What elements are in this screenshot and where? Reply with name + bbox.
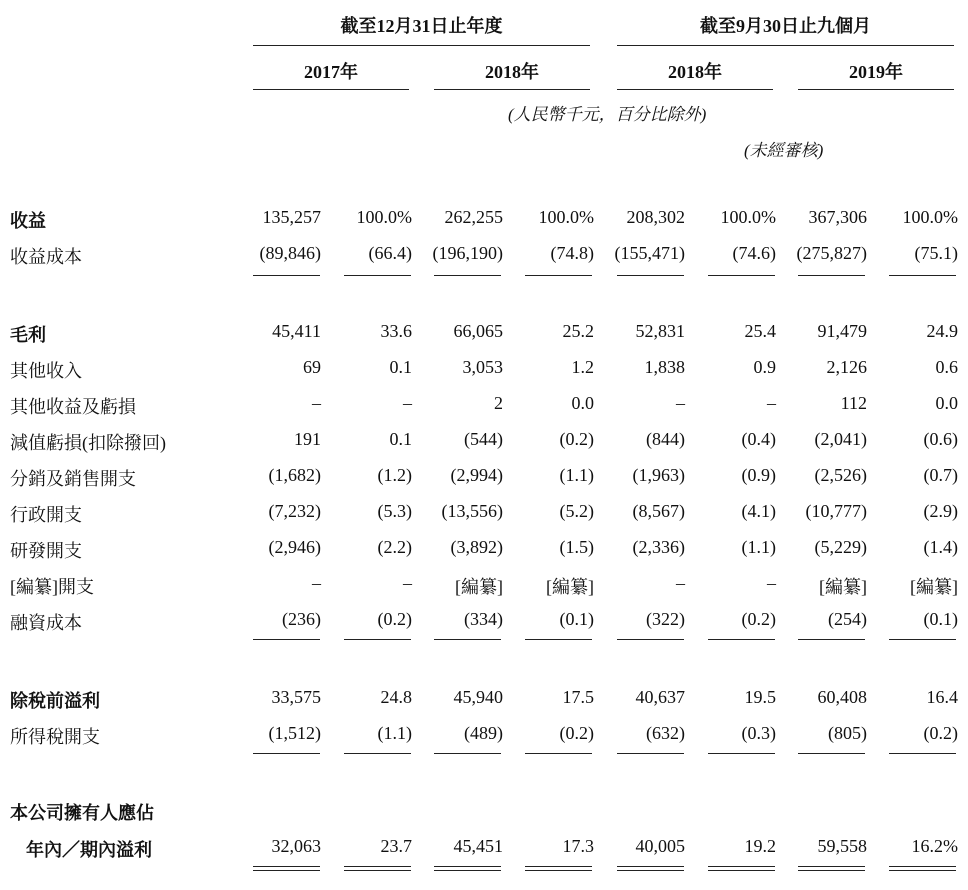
table-cell: 0.6 <box>935 357 958 377</box>
table-cell: (2,994) <box>450 465 503 485</box>
table-cell: – <box>676 573 685 593</box>
subtotal-rule <box>434 639 501 640</box>
subtotal-rule <box>344 753 411 754</box>
total-double-rule <box>253 866 320 871</box>
subtotal-rule <box>434 275 501 276</box>
subtotal-rule <box>798 753 865 754</box>
table-cell: (0.1) <box>559 609 594 629</box>
table-cell: [編纂] <box>910 577 958 597</box>
table-cell: – <box>403 393 412 413</box>
subtotal-rule <box>617 639 684 640</box>
table-cell: (3,892) <box>450 537 503 557</box>
header-nine-months: 截至9月30日止九個月 <box>700 16 871 36</box>
table-cell: (0.2) <box>741 609 776 629</box>
subtotal-rule <box>344 639 411 640</box>
table-cell: 2,126 <box>826 357 867 377</box>
subtotal-rule <box>708 639 775 640</box>
table-cell: 0.0 <box>935 393 958 413</box>
table-cell: 16.2% <box>911 836 958 856</box>
table-cell: 45,940 <box>453 687 503 707</box>
table-cell: (1.2) <box>377 465 412 485</box>
table-cell: (4.1) <box>741 501 776 521</box>
table-cell: 19.5 <box>744 687 776 707</box>
table-cell: (1.1) <box>741 537 776 557</box>
table-cell: 66,065 <box>453 321 503 341</box>
subtotal-rule <box>798 639 865 640</box>
table-cell: (1.4) <box>923 537 958 557</box>
table-cell: (1.1) <box>377 723 412 743</box>
subtotal-rule <box>434 753 501 754</box>
table-cell: 17.5 <box>562 687 594 707</box>
table-cell: 59,558 <box>817 836 867 856</box>
row-label: 其他收益及虧損 <box>10 397 136 417</box>
table-cell: (2.2) <box>377 537 412 557</box>
table-cell: (2,336) <box>632 537 685 557</box>
table-cell: 191 <box>294 429 321 449</box>
table-cell: (236) <box>282 609 321 629</box>
table-cell: (0.3) <box>741 723 776 743</box>
table-cell: – <box>767 393 776 413</box>
row-label: 其他收入 <box>10 361 82 381</box>
table-cell: (1,512) <box>268 723 321 743</box>
row-label: 分銷及銷售開支 <box>10 469 136 489</box>
table-cell: (89,846) <box>259 243 321 263</box>
table-cell: (2,526) <box>814 465 867 485</box>
table-cell: – <box>312 393 321 413</box>
row-label: [編纂]開支 <box>10 577 94 597</box>
table-cell: 40,637 <box>635 687 685 707</box>
subtotal-rule <box>617 753 684 754</box>
table-cell: (155,471) <box>614 243 685 263</box>
row-label: 除稅前溢利 <box>10 691 100 711</box>
table-cell: 23.7 <box>380 836 412 856</box>
table-cell: 262,255 <box>444 207 503 227</box>
unaudited-note: (未經審核) <box>744 141 824 160</box>
table-cell: 52,831 <box>635 321 685 341</box>
table-cell: (2,946) <box>268 537 321 557</box>
table-cell: 19.2 <box>744 836 776 856</box>
row-label: 毛利 <box>10 325 46 345</box>
table-cell: (0.2) <box>559 723 594 743</box>
table-cell: 208,302 <box>626 207 685 227</box>
table-cell: [編纂] <box>819 577 867 597</box>
table-cell: 33,575 <box>271 687 321 707</box>
row-label: 行政開支 <box>10 505 82 525</box>
table-cell: 45,411 <box>272 321 321 341</box>
table-cell: (0.9) <box>741 465 776 485</box>
table-cell: 91,479 <box>817 321 867 341</box>
table-cell: 60,408 <box>817 687 867 707</box>
table-cell: (0.4) <box>741 429 776 449</box>
table-cell: 33.6 <box>380 321 412 341</box>
table-cell: (1,963) <box>632 465 685 485</box>
year-header: 2018年 <box>668 62 722 82</box>
year-rule <box>434 89 590 90</box>
total-double-rule <box>889 866 956 871</box>
year-rule <box>798 89 954 90</box>
table-cell: 0.1 <box>389 357 412 377</box>
table-cell: 32,063 <box>271 836 321 856</box>
table-cell: 25.2 <box>562 321 594 341</box>
subtotal-rule <box>253 639 320 640</box>
table-cell: (5.2) <box>559 501 594 521</box>
table-cell: 2 <box>494 393 503 413</box>
row-label: 研發開支 <box>10 541 82 561</box>
table-cell: – <box>403 573 412 593</box>
total-double-rule <box>617 866 684 871</box>
total-double-rule <box>344 866 411 871</box>
table-cell: (254) <box>828 609 867 629</box>
table-cell: 69 <box>303 357 321 377</box>
table-cell: 45,451 <box>453 836 503 856</box>
table-cell: – <box>676 393 685 413</box>
table-cell: (75.1) <box>914 243 958 263</box>
subtotal-rule <box>798 275 865 276</box>
subtotal-rule <box>253 753 320 754</box>
currency-note: (人民幣千元，百分比除外) <box>508 105 707 124</box>
row-label: 所得稅開支 <box>10 727 100 747</box>
table-cell: (1,682) <box>268 465 321 485</box>
table-cell: 100.0% <box>356 207 412 227</box>
year-header: 2019年 <box>849 62 903 82</box>
table-cell: (66.4) <box>368 243 412 263</box>
table-cell: 112 <box>840 393 867 413</box>
table-cell: (1.5) <box>559 537 594 557</box>
table-cell: (0.2) <box>377 609 412 629</box>
table-cell: (5,229) <box>814 537 867 557</box>
table-cell: (10,777) <box>805 501 867 521</box>
table-cell: (8,567) <box>632 501 685 521</box>
table-cell: (632) <box>646 723 685 743</box>
table-cell: 1.2 <box>571 357 594 377</box>
table-cell: (334) <box>464 609 503 629</box>
table-cell: (2.9) <box>923 501 958 521</box>
subtotal-rule <box>525 275 592 276</box>
subtotal-rule <box>525 639 592 640</box>
year-header: 2017年 <box>304 62 358 82</box>
table-cell: (196,190) <box>432 243 503 263</box>
subtotal-rule <box>253 275 320 276</box>
header-year-ended: 截至12月31日止年度 <box>340 16 503 36</box>
table-cell: 135,257 <box>262 207 321 227</box>
row-label: 本公司擁有人應佔 <box>10 803 154 823</box>
table-cell: (0.7) <box>923 465 958 485</box>
row-label: 收益 <box>10 211 46 231</box>
row-label: 收益成本 <box>10 247 82 267</box>
table-cell: (74.8) <box>550 243 594 263</box>
table-cell: (5.3) <box>377 501 412 521</box>
subtotal-rule <box>889 639 956 640</box>
row-label: 減值虧損(扣除撥回) <box>10 433 166 453</box>
table-cell: (275,827) <box>796 243 867 263</box>
total-double-rule <box>708 866 775 871</box>
table-cell: (7,232) <box>268 501 321 521</box>
table-cell: (0.2) <box>559 429 594 449</box>
table-cell: (322) <box>646 609 685 629</box>
year-rule <box>253 89 409 90</box>
year-rule <box>617 89 773 90</box>
subtotal-rule <box>708 753 775 754</box>
subtotal-rule <box>525 753 592 754</box>
table-cell: 100.0% <box>720 207 776 227</box>
table-cell: (805) <box>828 723 867 743</box>
header-rule <box>617 45 954 46</box>
row-label: 年內／期內溢利 <box>26 840 152 860</box>
table-cell: 16.4 <box>926 687 958 707</box>
table-cell: 100.0% <box>902 207 958 227</box>
table-cell: (0.6) <box>923 429 958 449</box>
table-cell: (2,041) <box>814 429 867 449</box>
table-cell: 0.1 <box>389 429 412 449</box>
table-cell: (0.1) <box>923 609 958 629</box>
row-label: 融資成本 <box>10 613 82 633</box>
table-cell: (844) <box>646 429 685 449</box>
table-cell: 0.9 <box>753 357 776 377</box>
total-double-rule <box>798 866 865 871</box>
subtotal-rule <box>617 275 684 276</box>
table-cell: – <box>767 573 776 593</box>
subtotal-rule <box>889 275 956 276</box>
table-cell: 100.0% <box>538 207 594 227</box>
table-cell: – <box>312 573 321 593</box>
table-cell: (1.1) <box>559 465 594 485</box>
table-cell: [編纂] <box>546 577 594 597</box>
table-cell: (0.2) <box>923 723 958 743</box>
table-cell: 0.0 <box>571 393 594 413</box>
header-rule <box>253 45 590 46</box>
table-cell: 1,838 <box>644 357 685 377</box>
year-header: 2018年 <box>485 62 539 82</box>
table-cell: (74.6) <box>732 243 776 263</box>
table-cell: (544) <box>464 429 503 449</box>
table-cell: (489) <box>464 723 503 743</box>
table-cell: 3,053 <box>462 357 503 377</box>
table-cell: (13,556) <box>441 501 503 521</box>
table-cell: [編纂] <box>455 577 503 597</box>
total-double-rule <box>525 866 592 871</box>
table-cell: 40,005 <box>635 836 685 856</box>
table-cell: 24.8 <box>380 687 412 707</box>
table-cell: 25.4 <box>744 321 776 341</box>
subtotal-rule <box>889 753 956 754</box>
subtotal-rule <box>344 275 411 276</box>
subtotal-rule <box>708 275 775 276</box>
table-cell: 24.9 <box>926 321 958 341</box>
table-cell: 17.3 <box>562 836 594 856</box>
total-double-rule <box>434 866 501 871</box>
table-cell: 367,306 <box>808 207 867 227</box>
